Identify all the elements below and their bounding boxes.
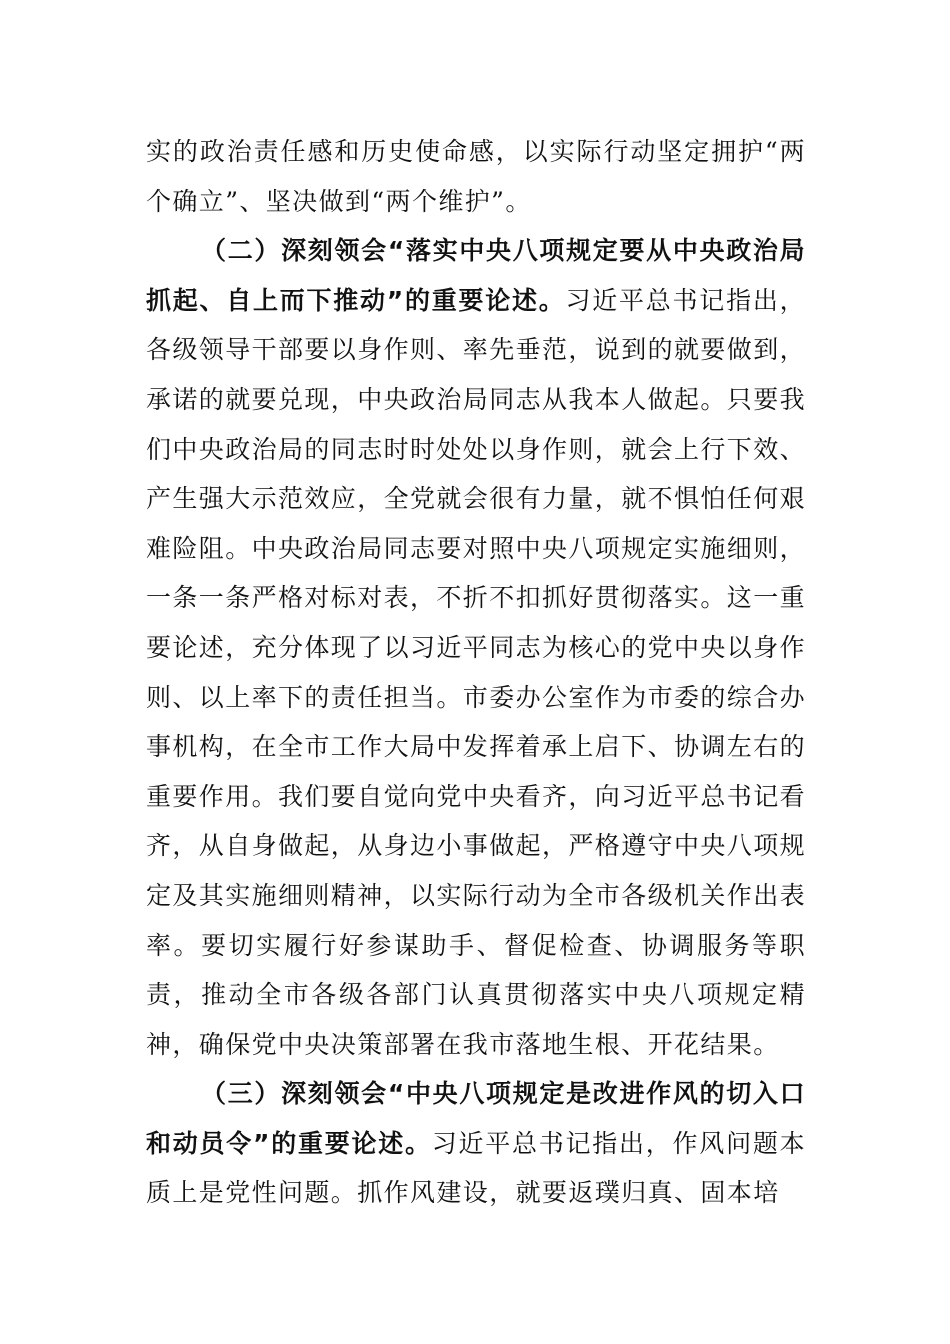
paragraph-continuation bbox=[146, 127, 806, 226]
paragraph-body: 习近平总书记指出，作风问题本质上是党性问题。抓作风建设，就要返璞归真、固本培 bbox=[146, 1128, 806, 1208]
paragraph-body: 实的政治责任感和历史使命感，以实际行动坚定拥护“两个确立”、坚决做到“两个维护”。 bbox=[146, 137, 806, 216]
paragraph-section-two bbox=[146, 226, 806, 1069]
section-two-heading: （二）深刻领会“落实中央八项规定要从中央政治局抓起、自上而下推动”的重要论述。 bbox=[146, 236, 806, 315]
paragraph-body: 习近平总书记指出，各级领导干部要以身作则、率先垂范，说到的就要做到，承诺的就要兑现，中央政治局同志从我本人做起。只要我们中央政治局的同志时时处处以身作则，就会上行下效、产生强大示范效应，全党就会很有力量，就不惧怕任何艰难险阻。中央政治局同志要对照中央八项规定实施细则，一条一条严格对标对表，不折不扣抓好贯彻落实。这一重要论述，充分体现了以习近平同志为核心的党中央以身作则、以上率下的责任担当。市委办公室作为市委的综合办事机构，在全市工作大局中发挥着承上启下、协调左右的重要作用。我们要自觉向党中央看齐，向习近平总书记看齐，从自身做起，从身边小事做起，严格遵守中央八项规定及其实施细则精神，以实际行动为全市各级机关作出表率。要切实履行好参谋助手、督促检查、协调服务等职责，推动全市各级各部门认真贯彻落实中央八项规定精神，确保党中央决策部署在我市落地生根、开花结果。 bbox=[146, 285, 807, 1059]
section-three-heading: （三）深刻领会“中央八项规定是改进作风的切入口和动员令”的重要论述。 bbox=[146, 1079, 806, 1158]
document-page bbox=[146, 127, 806, 1218]
paragraph-section-three bbox=[146, 1069, 806, 1218]
